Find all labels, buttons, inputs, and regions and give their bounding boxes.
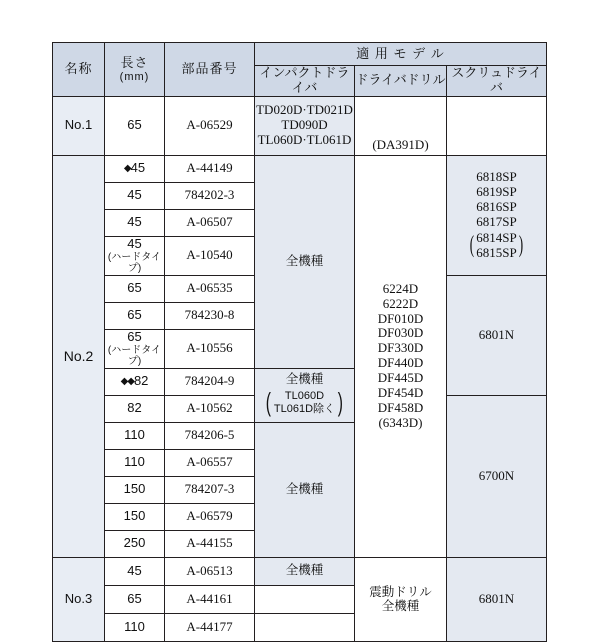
diamond-marker-double: ◆◆ [120, 376, 134, 388]
row-length: ◆45 [105, 155, 165, 182]
row-part: 784204-9 [165, 368, 255, 395]
specification-table [52, 42, 547, 642]
row-length: 110 [105, 449, 165, 476]
row-name-no1: No.1 [53, 96, 105, 155]
row-length: 65 [105, 302, 165, 329]
row-length: 150 [105, 476, 165, 503]
screw-models-top: 6818SP 6819SP 6816SP 6817SP ( 6814SP 6815SP ) [447, 155, 547, 275]
impact-models-all-1: 全機種 [255, 155, 355, 368]
screw-models-no3: 6801N [447, 557, 547, 641]
row-length: 82 [105, 395, 165, 422]
row-length: 65 [105, 275, 165, 302]
row-length: 45 (ハードタイプ) [105, 236, 165, 275]
row-length: 110 [105, 613, 165, 641]
drill-models-no3: 震動ドリル 全機種 [355, 557, 447, 641]
drill-models-no2: 6224D 6222D DF010D DF030D DF330D DF440D DF445D DF454D DF458D (6343D) [355, 155, 447, 557]
row-part: A-44161 [165, 585, 255, 613]
table-header-row [53, 43, 547, 66]
table-row [53, 557, 547, 585]
row-part: A-06579 [165, 503, 255, 530]
header-name: 名称 [53, 43, 105, 97]
header-part-number: 部品番号 [165, 43, 255, 97]
impact-models-no3: 全機種 [255, 557, 355, 585]
row-length: 250 [105, 530, 165, 557]
row-part: A-44155 [165, 530, 255, 557]
row-length-note: (ハードタイプ) [107, 251, 162, 275]
diamond-marker-single: ◆ [123, 163, 131, 175]
row-length: 45 [105, 182, 165, 209]
row-length: 150 [105, 503, 165, 530]
screw-models-mid: 6801N [447, 275, 547, 395]
row-part: A-10562 [165, 395, 255, 422]
screw-models-low: 6700N [447, 395, 547, 557]
header-models: 適 用 モ デ ル [255, 43, 547, 66]
header-driver-drill: ドライバドリル [355, 66, 447, 97]
row-name-no2: No.2 [53, 155, 105, 557]
impact-models-no3-blank-2 [255, 613, 355, 641]
row-length: ◆◆82 [105, 368, 165, 395]
row-part: 784202-3 [165, 182, 255, 209]
row-part: A-06557 [165, 449, 255, 476]
row-part: 784206-5 [165, 422, 255, 449]
header-length [105, 43, 165, 97]
row-part: A-44149 [165, 155, 255, 182]
table-row [53, 96, 547, 155]
impact-models-all-2: 全機種 ( TL060D TL061D除く ) [255, 368, 355, 422]
screw-models-paren-group: ( 6814SP 6815SP ) [470, 229, 523, 261]
header-length-unit: (mm) [119, 70, 150, 83]
header-screwdriver: スクリュドライバ [447, 66, 547, 97]
row-length: 65 [105, 585, 165, 613]
drill-models-no1: (DA391D) [355, 96, 447, 155]
row-length: 110 [105, 422, 165, 449]
row-part: A-06535 [165, 275, 255, 302]
impact-models-no1: TD020D·TD021D TD090D TL060D·TL061D [255, 96, 355, 155]
table-row [53, 155, 547, 182]
row-length: 65 (ハードタイプ) [105, 329, 165, 368]
row-length-note: (ハードタイプ) [107, 344, 162, 368]
screw-models-no1-empty [447, 96, 547, 155]
row-part: A-10540 [165, 236, 255, 275]
header-impact-driver: インパクトドライバ [255, 66, 355, 97]
row-part: 784230-8 [165, 302, 255, 329]
impact-models-no3-blank [255, 585, 355, 613]
row-length-no1: 65 [105, 96, 165, 155]
row-length: 45 [105, 557, 165, 585]
row-part: A-06507 [165, 209, 255, 236]
row-name-no3: No.3 [53, 557, 105, 641]
impact-models-exception-note: ( TL060D TL061D除く ) [265, 387, 343, 418]
impact-models-all-3: 全機種 [255, 422, 355, 557]
header-length-label: 長さ [120, 54, 149, 70]
row-part: A-10556 [165, 329, 255, 368]
row-part-no1: A-06529 [165, 96, 255, 155]
row-part: A-44177 [165, 613, 255, 641]
row-part: 784207-3 [165, 476, 255, 503]
row-length: 45 [105, 209, 165, 236]
row-part: A-06513 [165, 557, 255, 585]
